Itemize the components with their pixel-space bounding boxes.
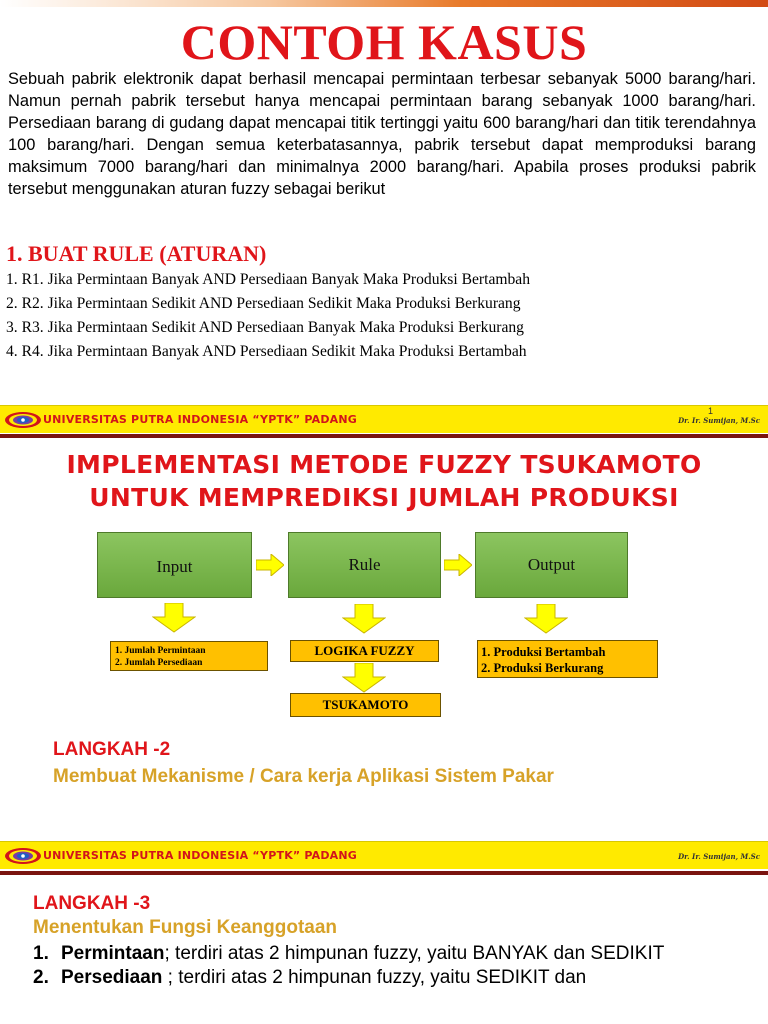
rule-heading: 1. BUAT RULE (ATURAN) — [6, 241, 267, 266]
logika-fuzzy-box: LOGIKA FUZZY — [290, 640, 439, 662]
step-subheading: Menentukan Fungsi Keanggotaan — [33, 917, 338, 938]
output-box-label: Output — [527, 555, 576, 574]
author-name: Dr. Ir. Sumijan, M.Sc — [678, 852, 760, 861]
arrow-right-icon — [444, 554, 472, 576]
title-line: UNTUK MEMPREDIKSI JUMLAH PRODUKSI — [89, 483, 679, 512]
rule-box — [288, 532, 441, 598]
arrow-down-icon — [342, 604, 386, 634]
step-heading: LANGKAH -2 — [53, 739, 171, 760]
slide-title — [0, 448, 768, 514]
input-item: 1. Jumlah Permintaan — [115, 646, 206, 656]
rule-box-label: Rule — [348, 555, 381, 574]
top-accent-bar — [0, 0, 768, 7]
slide-langkah-3 — [0, 875, 768, 1024]
term: Persediaan — [61, 967, 163, 988]
slide-title: CONTOH KASUS — [180, 14, 588, 70]
slide-implementasi — [0, 438, 768, 841]
slide-contoh-kasus — [0, 0, 768, 436]
rule-list — [6, 268, 530, 364]
list-item — [33, 966, 733, 990]
input-items-box — [110, 641, 268, 671]
input-item: 2. Jumlah Persediaan — [115, 658, 203, 668]
arrow-right-icon — [256, 554, 284, 576]
step-heading: LANGKAH -3 — [33, 893, 151, 914]
term-description: ; terdiri atas 2 himpunan fuzzy, yaitu BANYAK dan SEDIKIT — [164, 943, 665, 964]
university-name: UNIVERSITAS PUTRA INDONESIA “YPTK” PADANG — [43, 849, 358, 862]
list-item — [33, 942, 733, 966]
arrow-down-icon — [524, 604, 568, 634]
input-box — [97, 532, 252, 598]
term: Permintaan — [61, 943, 165, 964]
membership-function-list — [33, 942, 733, 990]
slide-footer — [0, 841, 768, 869]
output-items-box — [477, 640, 658, 678]
rule-item: 4. R4. Jika Permintaan Banyak AND Persediaan Sedikit Maka Produksi Bertambah — [6, 343, 527, 360]
rule-item: 1. R1. Jika Permintaan Banyak AND Persediaan Banyak Maka Produksi Bertambah — [6, 271, 531, 288]
list-number: 1. — [33, 943, 49, 964]
step-subheading: Membuat Mekanisme / Cara kerja Aplikasi Sistem Pakar — [53, 766, 554, 787]
output-item: 2. Produksi Berkurang — [481, 661, 604, 675]
output-item: 1. Produksi Bertambah — [481, 645, 606, 659]
university-name: UNIVERSITAS PUTRA INDONESIA “YPTK” PADANG — [43, 413, 358, 426]
rule-item: 2. R2. Jika Permintaan Sedikit AND Persediaan Sedikit Maka Produksi Berkurang — [6, 295, 521, 312]
author-name: Dr. Ir. Sumijan, M.Sc — [678, 416, 760, 425]
output-box — [475, 532, 628, 598]
rule-item: 3. R3. Jika Permintaan Sedikit AND Persediaan Banyak Maka Produksi Berkurang — [6, 319, 524, 336]
term-description: ; terdiri atas 2 himpunan fuzzy, yaitu SEDIKIT dan — [162, 967, 587, 988]
university-logo-icon — [4, 847, 42, 865]
arrow-down-icon — [342, 663, 386, 693]
slide-footer — [0, 405, 768, 433]
page-number: 1 — [707, 406, 713, 416]
arrow-down-icon — [152, 603, 196, 633]
input-box-label: Input — [156, 557, 193, 576]
case-description: Sebuah pabrik elektronik dapat berhasil mencapai permintaan terbesar sebanyak 5000 barang/hari. Namun pernah pabrik tersebut hanya mencapai permintaan barang sebanyak 1000 barang/hari. Persediaan barang di gudang dapat mencapai titik tertinggi yaitu 600 barang/hari dan titik terendahnya 100 barang/hari. Dengan semua keterbatasannya, pabrik tersebut dapat memproduksi barang maksimum 7000 barang/hari dan minimalnya 2000 barang/hari. Apabila proses produksi pabrik tersebut menggunakan aturan fuzzy sebagai berikut — [8, 70, 756, 198]
tsukamoto-box: TSUKAMOTO — [290, 693, 441, 717]
list-number: 2. — [33, 967, 49, 988]
university-logo-icon — [4, 411, 42, 429]
title-line: IMPLEMENTASI METODE FUZZY TSUKAMOTO — [66, 450, 702, 479]
